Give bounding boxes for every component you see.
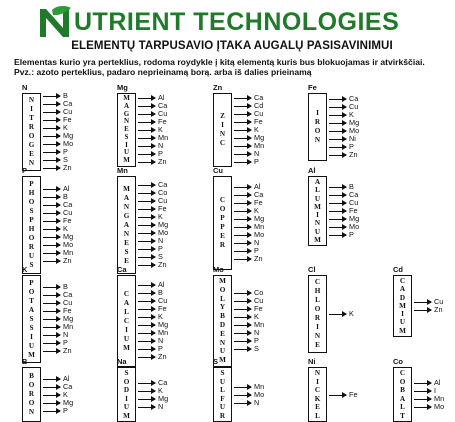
blocks-arrow bbox=[329, 94, 359, 103]
element-symbol: P bbox=[22, 166, 28, 175]
target-element-label: Cd bbox=[254, 101, 264, 110]
blocks-arrow bbox=[43, 397, 74, 407]
blocks-arrow bbox=[138, 352, 167, 361]
blocks-arrow bbox=[43, 200, 73, 209]
target-element-label: Fe bbox=[349, 206, 358, 215]
blocks-arrow bbox=[138, 344, 163, 353]
target-element-label: Fe bbox=[254, 117, 263, 126]
target-element-label: Ca bbox=[158, 377, 168, 387]
element-name-box: M O L Y B D E N U M bbox=[213, 275, 232, 367]
target-element-label: Cu bbox=[63, 107, 73, 116]
blocks-arrow bbox=[329, 198, 359, 207]
element-name-box: N I C K E L bbox=[308, 367, 327, 422]
target-element-label: Fe bbox=[63, 306, 72, 315]
blocks-arrow bbox=[234, 109, 264, 118]
target-element-label: Ca bbox=[254, 93, 264, 102]
target-element-label: Zn bbox=[158, 352, 167, 361]
blocks-arrow bbox=[329, 214, 360, 223]
blocks-arrow bbox=[138, 260, 167, 269]
target-element-label: P bbox=[158, 244, 163, 253]
target-element-label: Al bbox=[434, 377, 441, 387]
target-element-label: N bbox=[254, 238, 260, 247]
target-element-label: Zn bbox=[349, 150, 358, 159]
blocks-arrow bbox=[138, 328, 169, 337]
target-element-label: K bbox=[254, 125, 259, 134]
blocks-arrow bbox=[329, 222, 360, 231]
blocks-arrow bbox=[234, 198, 263, 207]
target-element-label: P bbox=[254, 246, 259, 255]
element-symbol: Zn bbox=[213, 83, 223, 92]
blocks-arrow bbox=[234, 133, 265, 142]
target-element-label: Ca bbox=[63, 290, 73, 299]
target-element-label: Cu bbox=[434, 297, 444, 306]
target-element-label: K bbox=[158, 212, 163, 221]
element-symbol: Ni bbox=[308, 357, 316, 366]
blocks-arrow bbox=[414, 297, 444, 306]
blocks-arrow bbox=[43, 163, 72, 172]
blocks-arrow bbox=[234, 336, 259, 345]
blocks-arrow bbox=[138, 117, 167, 126]
element-name-box: M A N G A N E S E bbox=[117, 176, 136, 274]
target-element-label: N bbox=[254, 397, 260, 407]
description-line-1: Elementas kurio yra perteklius, rodoma roydykle į kitą elementą kuris bus blokuojamas ir atvirkščiai. bbox=[14, 57, 425, 67]
blocks-arrow bbox=[138, 336, 164, 345]
target-element-label: K bbox=[63, 389, 68, 399]
blocks-arrow bbox=[329, 118, 360, 127]
blocks-arrow bbox=[234, 190, 264, 199]
target-element-label: P bbox=[158, 149, 163, 158]
logo-n-leaf-icon bbox=[38, 6, 72, 38]
blocks-arrow bbox=[234, 206, 259, 215]
target-element-label: Mo bbox=[434, 401, 445, 411]
blocks-arrow bbox=[414, 385, 437, 395]
blocks-arrow bbox=[234, 230, 265, 239]
blocks-arrow bbox=[43, 224, 68, 233]
blocks-arrow bbox=[234, 389, 265, 399]
element-name-box: C A L C I U M bbox=[117, 275, 136, 367]
target-element-label: Mn bbox=[434, 393, 445, 403]
target-element-label: K bbox=[349, 110, 354, 119]
target-element-label: Zn bbox=[158, 260, 167, 269]
element-name-box: I R O N bbox=[308, 93, 327, 161]
blocks-arrow bbox=[329, 142, 354, 151]
target-element-label: Fe bbox=[158, 204, 167, 213]
blocks-arrow bbox=[329, 110, 354, 119]
blocks-arrow bbox=[138, 157, 167, 166]
blocks-arrow bbox=[43, 338, 68, 347]
blocks-arrow bbox=[138, 393, 169, 403]
blocks-arrow bbox=[43, 330, 69, 339]
blocks-arrow bbox=[43, 314, 74, 323]
target-element-label: Fe bbox=[158, 117, 167, 126]
target-element-label: Mg bbox=[63, 314, 74, 323]
target-element-label: Ca bbox=[158, 180, 168, 189]
target-element-label: Mn bbox=[63, 322, 74, 331]
blocks-arrow bbox=[329, 134, 356, 143]
blocks-arrow bbox=[138, 101, 168, 110]
target-element-label: Mg bbox=[349, 214, 360, 223]
blocks-arrow bbox=[43, 208, 73, 217]
target-element-label: Ni bbox=[349, 134, 356, 143]
target-element-label: Mn bbox=[254, 381, 265, 391]
blocks-arrow bbox=[329, 102, 359, 111]
target-element-label: N bbox=[254, 328, 260, 337]
target-element-label: K bbox=[254, 206, 259, 215]
blocks-arrow bbox=[329, 126, 360, 135]
blocks-arrow bbox=[329, 389, 358, 399]
target-element-label: Ca bbox=[349, 94, 359, 103]
blocks-arrow bbox=[43, 322, 74, 331]
element-symbol: S bbox=[213, 357, 219, 366]
target-element-label: Mn bbox=[63, 248, 74, 257]
element-name-box: P H O S P H O R U S bbox=[22, 176, 41, 274]
target-element-label: Cu bbox=[349, 198, 359, 207]
element-symbol: Cd bbox=[393, 265, 403, 274]
blocks-arrow bbox=[234, 125, 259, 134]
target-element-label: Zn bbox=[158, 157, 167, 166]
blocks-arrow bbox=[234, 328, 260, 337]
blocks-arrow bbox=[43, 107, 73, 116]
element-symbol: Na bbox=[117, 357, 127, 366]
target-element-label: Fe bbox=[63, 216, 72, 225]
target-element-label: Mo bbox=[254, 230, 265, 239]
target-element-label: B bbox=[158, 288, 163, 297]
blocks-arrow bbox=[138, 385, 163, 395]
target-element-label: Ca bbox=[349, 190, 359, 199]
blocks-arrow bbox=[43, 346, 72, 355]
blocks-arrow bbox=[138, 320, 169, 329]
element-symbol: Mo bbox=[213, 265, 224, 274]
blocks-arrow bbox=[43, 192, 68, 201]
target-element-label: Fe bbox=[254, 198, 263, 207]
target-element-label: Cu bbox=[158, 296, 168, 305]
target-element-label: Cu bbox=[63, 298, 73, 307]
blocks-arrow bbox=[138, 109, 168, 118]
target-element-label: Ca bbox=[254, 190, 264, 199]
element-symbol: Cu bbox=[213, 166, 223, 175]
target-element-label: Zn bbox=[63, 163, 72, 172]
target-element-label: B bbox=[63, 91, 68, 100]
logo-wordmark: UTRIENT TECHNOLOGIES bbox=[74, 7, 400, 36]
target-element-label: K bbox=[63, 224, 68, 233]
blocks-arrow bbox=[43, 131, 74, 140]
element-name-box: Z I N C bbox=[213, 93, 232, 167]
target-element-label: Al bbox=[254, 182, 261, 191]
blocks-arrow bbox=[43, 147, 68, 156]
target-element-label: I bbox=[434, 385, 437, 395]
blocks-arrow bbox=[138, 220, 169, 229]
target-element-label: Zn bbox=[434, 305, 443, 314]
blocks-arrow bbox=[138, 312, 163, 321]
target-element-label: B bbox=[63, 282, 68, 291]
element-symbol: Mg bbox=[117, 83, 128, 92]
target-element-label: Zn bbox=[63, 256, 72, 265]
blocks-arrow bbox=[234, 320, 265, 329]
blocks-arrow bbox=[138, 244, 163, 253]
element-symbol: Fe bbox=[308, 83, 317, 92]
blocks-arrow bbox=[329, 230, 354, 239]
blocks-arrow bbox=[234, 397, 260, 407]
target-element-label: P bbox=[349, 142, 354, 151]
target-element-label: Mg bbox=[158, 320, 169, 329]
blocks-arrow bbox=[234, 296, 264, 305]
target-element-label: Mo bbox=[254, 389, 265, 399]
target-element-label: B bbox=[349, 182, 354, 191]
blocks-arrow bbox=[234, 214, 265, 223]
target-element-label: Mo bbox=[158, 228, 169, 237]
target-element-label: S bbox=[158, 252, 163, 261]
blocks-arrow bbox=[138, 204, 167, 213]
target-element-label: P bbox=[63, 405, 68, 415]
blocks-arrow bbox=[234, 381, 265, 391]
target-element-label: K bbox=[158, 125, 163, 134]
element-symbol: Al bbox=[308, 166, 316, 175]
blocks-arrow bbox=[234, 304, 263, 313]
target-element-label: Mo bbox=[63, 240, 74, 249]
element-name-box: P O T A S S I U M bbox=[22, 275, 41, 363]
blocks-arrow bbox=[43, 389, 68, 399]
target-element-label: Cu bbox=[254, 296, 264, 305]
blocks-arrow bbox=[234, 312, 259, 321]
element-name-box: A L U M I N U M bbox=[308, 176, 327, 246]
element-name-box: S O D I U M bbox=[117, 367, 136, 422]
target-element-label: N bbox=[254, 149, 260, 158]
target-element-label: Zn bbox=[63, 346, 72, 355]
target-element-label: Fe bbox=[349, 389, 358, 399]
target-element-label: Fe bbox=[158, 304, 167, 313]
target-element-label: P bbox=[254, 336, 259, 345]
element-name-box: B O R O N bbox=[22, 367, 41, 422]
blocks-arrow bbox=[138, 252, 163, 261]
blocks-arrow bbox=[234, 117, 263, 126]
target-element-label: K bbox=[158, 385, 163, 395]
blocks-arrow bbox=[138, 401, 164, 411]
blocks-arrow bbox=[234, 141, 265, 150]
element-symbol: B bbox=[22, 357, 28, 366]
blocks-arrow bbox=[234, 288, 264, 297]
target-element-label: Ca bbox=[63, 200, 73, 209]
target-element-label: S bbox=[63, 155, 68, 164]
blocks-arrow bbox=[43, 240, 74, 249]
blocks-arrow bbox=[138, 296, 168, 305]
target-element-label: Mn bbox=[254, 320, 265, 329]
blocks-arrow bbox=[138, 196, 168, 205]
element-name-box: C H L O R I N E bbox=[308, 275, 327, 353]
element-symbol: K bbox=[22, 265, 28, 274]
target-element-label: Al bbox=[158, 93, 165, 102]
blocks-arrow bbox=[43, 282, 68, 291]
element-symbol: N bbox=[22, 83, 28, 92]
target-element-label: Mg bbox=[63, 232, 74, 241]
target-element-label: Mn bbox=[254, 222, 265, 231]
element-name-box: C O P P E R bbox=[213, 176, 232, 270]
blocks-arrow bbox=[138, 288, 163, 297]
blocks-arrow bbox=[138, 377, 168, 387]
blocks-arrow bbox=[43, 290, 73, 299]
page-title: ELEMENTŲ TARPUSAVIO ĮTAKA AUGALŲ PASISAVINIMUI bbox=[71, 40, 393, 52]
target-element-label: Mg bbox=[254, 133, 265, 142]
target-element-label: Mg bbox=[63, 131, 74, 140]
blocks-arrow bbox=[43, 216, 72, 225]
element-name-box: M A G N E S I U M bbox=[117, 93, 136, 167]
element-symbol: Cl bbox=[308, 265, 316, 274]
target-element-label: Al bbox=[158, 280, 165, 289]
blocks-arrow bbox=[234, 254, 263, 263]
target-element-label: Mg bbox=[63, 397, 74, 407]
blocks-arrow bbox=[43, 373, 70, 383]
blocks-arrow bbox=[234, 238, 260, 247]
target-element-label: Ca bbox=[63, 99, 73, 108]
blocks-arrow bbox=[43, 381, 73, 391]
blocks-arrow bbox=[43, 184, 70, 193]
target-element-label: Mg bbox=[158, 393, 169, 403]
blocks-arrow bbox=[138, 228, 169, 237]
target-element-label: Cu bbox=[158, 109, 168, 118]
blocks-arrow bbox=[43, 99, 73, 108]
target-element-label: N bbox=[63, 330, 69, 339]
target-element-label: N bbox=[158, 401, 164, 411]
target-element-label: Ca bbox=[63, 381, 73, 391]
blocks-arrow bbox=[43, 256, 72, 265]
brand-logo bbox=[38, 4, 418, 40]
target-element-label: N bbox=[158, 141, 164, 150]
blocks-arrow bbox=[414, 377, 441, 387]
blocks-arrow bbox=[43, 123, 68, 132]
target-element-label: Mn bbox=[158, 328, 169, 337]
target-element-label: Co bbox=[158, 188, 168, 197]
target-element-label: Mo bbox=[349, 126, 360, 135]
blocks-arrow bbox=[234, 246, 259, 255]
blocks-arrow bbox=[234, 149, 260, 158]
target-element-label: P bbox=[63, 338, 68, 347]
target-element-label: N bbox=[158, 336, 164, 345]
target-element-label: N bbox=[158, 236, 164, 245]
target-element-label: Mn bbox=[158, 133, 169, 142]
element-name-box: N I T R O G E N bbox=[22, 93, 41, 171]
target-element-label: B bbox=[63, 192, 68, 201]
blocks-arrow bbox=[234, 182, 261, 191]
blocks-arrow bbox=[138, 236, 164, 245]
blocks-arrow bbox=[138, 180, 168, 189]
blocks-arrow bbox=[43, 115, 72, 124]
blocks-arrow bbox=[43, 139, 74, 148]
blocks-arrow bbox=[43, 155, 68, 164]
element-symbol: Co bbox=[393, 357, 403, 366]
blocks-arrow bbox=[329, 150, 358, 159]
blocks-arrow bbox=[138, 149, 163, 158]
blocks-arrow bbox=[43, 405, 68, 415]
blocks-arrow bbox=[234, 222, 265, 231]
target-element-label: Co bbox=[254, 288, 264, 297]
blocks-arrow bbox=[329, 206, 358, 215]
target-element-label: P bbox=[63, 147, 68, 156]
blocks-arrow bbox=[234, 344, 259, 353]
blocks-arrow bbox=[43, 248, 74, 257]
target-element-label: K bbox=[158, 312, 163, 321]
target-element-label: Ca bbox=[158, 101, 168, 110]
element-name-box: S U L F U R bbox=[213, 367, 232, 422]
target-element-label: Al bbox=[63, 184, 70, 193]
blocks-arrow bbox=[329, 182, 354, 191]
target-element-label: Mn bbox=[254, 141, 265, 150]
blocks-arrow bbox=[43, 91, 68, 100]
target-element-label: Mg bbox=[254, 214, 265, 223]
target-element-label: Fe bbox=[254, 304, 263, 313]
blocks-arrow bbox=[414, 393, 445, 403]
blocks-arrow bbox=[138, 125, 163, 134]
element-name-box: C A D M I U M bbox=[393, 275, 412, 337]
target-element-label: Zn bbox=[254, 254, 263, 263]
blocks-arrow bbox=[414, 401, 445, 411]
target-element-label: K bbox=[349, 309, 354, 318]
blocks-arrow bbox=[329, 190, 359, 199]
blocks-arrow bbox=[138, 93, 165, 102]
target-element-label: Fe bbox=[63, 115, 72, 124]
blocks-arrow bbox=[329, 309, 354, 318]
blocks-arrow bbox=[43, 232, 74, 241]
target-element-label: Al bbox=[63, 373, 70, 383]
element-symbol: Mn bbox=[117, 166, 128, 175]
target-element-label: S bbox=[254, 344, 259, 353]
element-name-box: C O B A L T bbox=[393, 367, 412, 422]
target-element-label: Mg bbox=[349, 118, 360, 127]
blocks-arrow bbox=[138, 280, 165, 289]
target-element-label: Mo bbox=[63, 139, 74, 148]
blocks-arrow bbox=[43, 298, 73, 307]
target-element-label: Mo bbox=[349, 222, 360, 231]
blocks-arrow bbox=[138, 133, 169, 142]
blocks-arrow bbox=[138, 212, 163, 221]
target-element-label: Mg bbox=[158, 220, 169, 229]
element-symbol: Ca bbox=[117, 265, 127, 274]
blocks-arrow bbox=[138, 304, 167, 313]
target-element-label: P bbox=[254, 157, 259, 166]
blocks-arrow bbox=[138, 188, 168, 197]
target-element-label: Cu bbox=[158, 196, 168, 205]
description-line-2: Pvz.: azoto perteklius, padaro neprieinamą borą. arba iš dalies prieinamą bbox=[14, 67, 312, 77]
target-element-label: Cu bbox=[349, 102, 359, 111]
blocks-arrow bbox=[138, 141, 164, 150]
target-element-label: K bbox=[63, 123, 68, 132]
target-element-label: P bbox=[158, 344, 163, 353]
target-element-label: Cu bbox=[63, 208, 73, 217]
blocks-arrow bbox=[414, 305, 443, 314]
blocks-arrow bbox=[234, 93, 264, 102]
blocks-arrow bbox=[234, 157, 259, 166]
target-element-label: Cu bbox=[254, 109, 264, 118]
blocks-arrow bbox=[43, 306, 72, 315]
target-element-label: K bbox=[254, 312, 259, 321]
blocks-arrow bbox=[234, 101, 264, 110]
target-element-label: P bbox=[349, 230, 354, 239]
